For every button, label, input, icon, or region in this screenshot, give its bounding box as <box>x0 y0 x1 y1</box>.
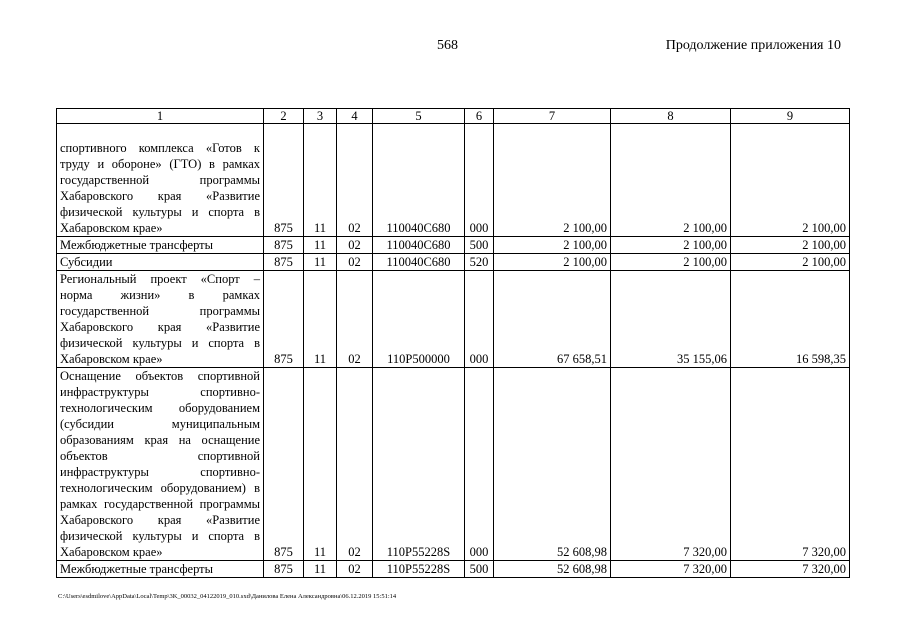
table-row <box>57 561 850 578</box>
budget-table <box>56 108 850 578</box>
cell-target-code: 110040С680 <box>373 237 465 254</box>
cell-amount-3: 2 100,00 <box>731 237 850 254</box>
cell-amount-2: 35 155,06 <box>611 271 731 368</box>
cell-amount-1: 2 100,00 <box>494 124 611 237</box>
cell-target-code: 110P500000 <box>373 271 465 368</box>
cell-expense-type: 000 <box>465 124 494 237</box>
cell-subsection: 02 <box>337 561 373 578</box>
cell-amount-1: 2 100,00 <box>494 254 611 271</box>
table-row <box>57 368 850 561</box>
cell-ministry: 875 <box>264 561 304 578</box>
col-header-7: 7 <box>494 109 611 124</box>
cell-expense-type: 000 <box>465 368 494 561</box>
cell-ministry: 875 <box>264 254 304 271</box>
cell-expense-type: 000 <box>465 271 494 368</box>
cell-amount-3: 16 598,35 <box>731 271 850 368</box>
cell-ministry: 875 <box>264 124 304 237</box>
cell-amount-2: 7 320,00 <box>611 561 731 578</box>
page-number: 568 <box>437 38 458 53</box>
col-header-5: 5 <box>373 109 465 124</box>
col-header-2: 2 <box>264 109 304 124</box>
cell-section: 11 <box>304 368 337 561</box>
col-header-8: 8 <box>611 109 731 124</box>
row-name: Региональный проект «Спорт – норма жизни» в рамках государственной программы Хабаровского края «Развитие физической культуры и спорта в Хабаровском крае» <box>57 271 264 368</box>
table-row <box>57 237 850 254</box>
cell-target-code: 110P55228S <box>373 561 465 578</box>
col-header-1: 1 <box>57 109 264 124</box>
cell-ministry: 875 <box>264 368 304 561</box>
table-row <box>57 254 850 271</box>
cell-subsection: 02 <box>337 237 373 254</box>
cell-amount-2: 2 100,00 <box>611 254 731 271</box>
col-header-4: 4 <box>337 109 373 124</box>
cell-subsection: 02 <box>337 124 373 237</box>
cell-subsection: 02 <box>337 368 373 561</box>
table-row <box>57 271 850 368</box>
cell-amount-3: 7 320,00 <box>731 561 850 578</box>
row-name: Субсидии <box>57 254 264 271</box>
cell-section: 11 <box>304 237 337 254</box>
cell-amount-3: 2 100,00 <box>731 254 850 271</box>
table-row <box>57 124 850 237</box>
cell-expense-type: 500 <box>465 561 494 578</box>
cell-section: 11 <box>304 561 337 578</box>
cell-section: 11 <box>304 271 337 368</box>
col-header-6: 6 <box>465 109 494 124</box>
cell-amount-3: 7 320,00 <box>731 368 850 561</box>
cell-amount-1: 2 100,00 <box>494 237 611 254</box>
row-name: Оснащение объектов спортивной инфраструктуры спортивно-технологическим оборудованием (субсидии муниципальным образованиям края на оснащение объектов спортивной инфраструктуры спортивно-технологическим оборудованием) в рамках государственной программы Хабаровского края «Развитие физической культуры и спорта в Хабаровском крае» <box>57 368 264 561</box>
cell-ministry: 875 <box>264 237 304 254</box>
cell-target-code: 110040С680 <box>373 124 465 237</box>
cell-expense-type: 520 <box>465 254 494 271</box>
cell-subsection: 02 <box>337 254 373 271</box>
row-name: Межбюджетные трансферты <box>57 237 264 254</box>
cell-subsection: 02 <box>337 271 373 368</box>
cell-amount-3: 2 100,00 <box>731 124 850 237</box>
cell-target-code: 110040С680 <box>373 254 465 271</box>
header-note: Продолжение приложения 10 <box>665 38 841 53</box>
col-header-9: 9 <box>731 109 850 124</box>
cell-amount-1: 52 608,98 <box>494 368 611 561</box>
cell-amount-2: 2 100,00 <box>611 124 731 237</box>
cell-amount-1: 52 608,98 <box>494 561 611 578</box>
column-header-row <box>57 109 850 124</box>
cell-amount-2: 2 100,00 <box>611 237 731 254</box>
cell-amount-2: 7 320,00 <box>611 368 731 561</box>
footer-file-path: C:\Users\esdmilove\AppData\Local\Temp\3K_00032_04122019_010.sxd\Данилова Елена Александровна\06.12.2019 15:51:14 <box>58 593 397 600</box>
cell-section: 11 <box>304 124 337 237</box>
cell-target-code: 110P55228S <box>373 368 465 561</box>
col-header-3: 3 <box>304 109 337 124</box>
cell-amount-1: 67 658,51 <box>494 271 611 368</box>
cell-expense-type: 500 <box>465 237 494 254</box>
row-name: спортивного комплекса «Готов к труду и обороне» (ГТО) в рамках государственной программы Хабаровского края «Развитие физической культуры и спорта в Хабаровском крае» <box>57 124 264 237</box>
row-name: Межбюджетные трансферты <box>57 561 264 578</box>
cell-ministry: 875 <box>264 271 304 368</box>
cell-section: 11 <box>304 254 337 271</box>
